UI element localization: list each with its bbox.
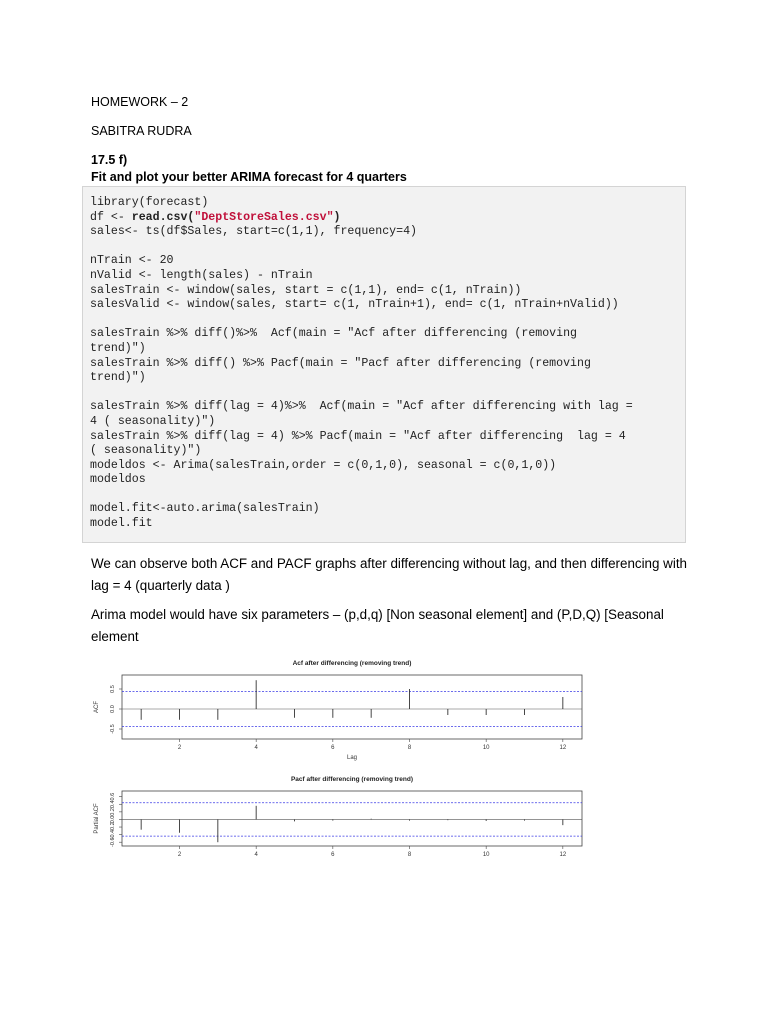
y-tick-label: -0.6 [110, 837, 116, 847]
code-line: ( seasonality)") [90, 444, 202, 458]
y-tick-label: 0.6 [110, 792, 116, 801]
code-line: salesTrain %>% diff(lag = 4)%>% Acf(main = "Acf after differencing with lag = [90, 400, 633, 414]
code-line: nTrain <- 20 [90, 254, 174, 268]
y-tick-label: 0.5 [110, 685, 116, 693]
plot-frame [122, 675, 582, 739]
x-tick-label: 2 [177, 852, 182, 858]
x-tick-label: 4 [254, 745, 258, 751]
plot-frame [122, 791, 582, 846]
code-line: 4 ( seasonality)") [90, 414, 216, 428]
code-line: trend)") [90, 341, 146, 355]
y-tick-label: 0.0 [110, 705, 116, 713]
y-tick-label: 0.4 [110, 800, 116, 809]
x-tick-label: 6 [331, 745, 335, 751]
code-line: model.fit [90, 517, 153, 531]
y-axis-label: Partial ACF [94, 803, 100, 834]
y-tick-label: -0.4 [110, 829, 116, 840]
y-tick-label: -0.5 [110, 724, 116, 734]
code-line: salesValid <- window(sales, start= c(1, nTrain+1), end= c(1, nTrain+nValid)) [90, 298, 619, 312]
code-line: salesTrain <- window(sales, start = c(1,1), end= c(1, nTrain)) [90, 283, 522, 297]
homework-heading: HOMEWORK – 2 [91, 95, 189, 109]
x-tick-label: 6 [331, 852, 335, 858]
x-axis-label: Lag [346, 755, 358, 761]
y-axis-label: ACF [94, 701, 100, 713]
code-line: modeldos <- Arima(salesTrain,order = c(0,1,0), seasonal = c(0,1,0)) [90, 458, 557, 472]
code-line: library(forecast) [90, 196, 209, 209]
y-tick-label: 0.0 [110, 815, 116, 824]
code-line: trend)") [90, 371, 146, 385]
code-line: salesTrain %>% diff() %>% Pacf(main = "Pacf after differencing (removing [90, 356, 591, 370]
question-title: Fit and plot your better ARIMA forecast for 4 quarters [91, 170, 407, 184]
code-line: df <- read.csv("DeptStoreSales.csv") [90, 210, 341, 224]
x-tick-label: 8 [407, 745, 412, 751]
chart-title: Acf after differencing (removing trend) [292, 660, 412, 667]
code-line: sales<- ts(df$Sales, start=c(1,1), frequency=4) [90, 225, 417, 239]
acf-pacf-figure [86, 652, 610, 868]
x-tick-label: 12 [559, 852, 567, 858]
code-line: model.fit<-auto.arima(salesTrain) [90, 502, 320, 516]
code-line: modeldos [90, 473, 146, 487]
code-line: salesTrain %>% diff(lag = 4) %>% Pacf(main = "Acf after differencing lag = 4 [90, 429, 626, 443]
arima-parameters-paragraph: Arima model would have six parameters – (p,d,q) [Non seasonal element] and (P,D,Q) [Seasonal element [91, 607, 664, 644]
x-tick-label: 10 [482, 745, 490, 751]
y-tick-label: 0.2 [110, 808, 116, 816]
code-line: nValid <- length(sales) - nTrain [90, 268, 313, 282]
x-tick-label: 12 [559, 745, 567, 751]
y-tick-label: -0.2 [110, 822, 116, 832]
author-name: SABITRA RUDRA [91, 124, 192, 138]
code-line: salesTrain %>% diff()%>% Acf(main = "Acf after differencing (removing [90, 327, 578, 341]
observation-paragraph: We can observe both ACF and PACF graphs after differencing without lag, and then differencing with lag = 4 (quarterly data ) [91, 556, 687, 593]
code-block [90, 196, 633, 532]
x-tick-label: 2 [177, 745, 182, 751]
x-tick-label: 8 [407, 852, 412, 858]
question-number: 17.5 f) [91, 153, 128, 167]
x-tick-label: 4 [254, 852, 258, 858]
x-tick-label: 10 [482, 852, 490, 858]
chart-title: Pacf after differencing (removing trend) [290, 776, 414, 783]
